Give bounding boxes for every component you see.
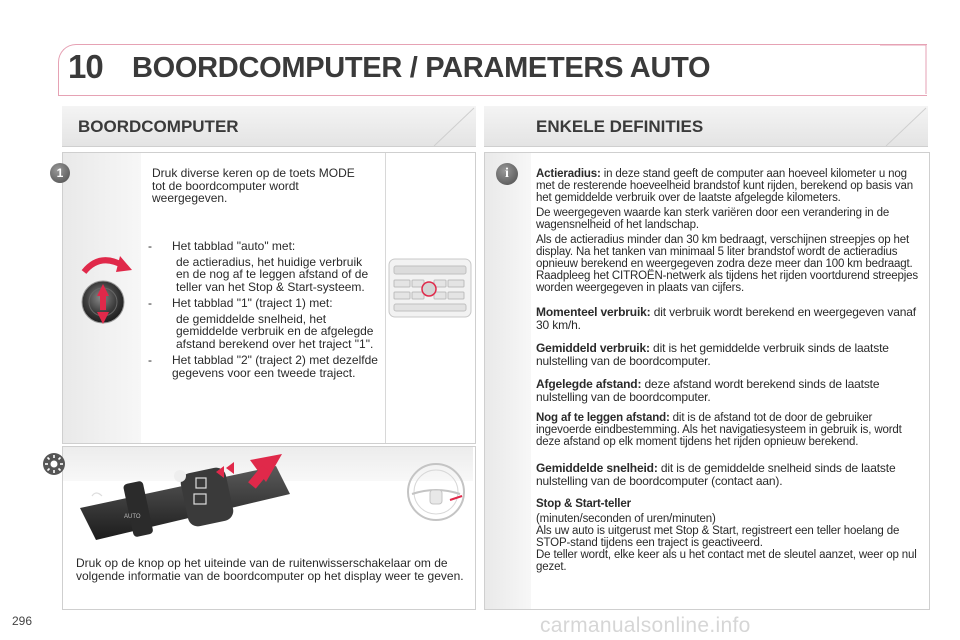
definition-note: De weergegeven waarde kan sterk variëren door een verandering in de wagensnelheid of het landschap. xyxy=(536,207,890,231)
definition-item xyxy=(536,342,926,368)
definition-note: Als uw auto is uitgerust met Stop & Start, registreert een teller hoelang de STOP-stand tijdens een traject is geactiveerd. xyxy=(536,525,900,549)
watermark: carmanualsonline.info xyxy=(540,614,751,637)
tab-2-label: Het tabblad "2" (traject 2) met dezelfde gegevens voor een tweede traject. xyxy=(172,353,378,380)
steering-wheel-illustration xyxy=(404,460,468,524)
definitions-list xyxy=(536,168,926,573)
step-badge: 1 xyxy=(50,163,70,183)
right-bar-diagonal xyxy=(884,106,930,148)
tab-1-detail: de gemiddelde snelheid, het gemiddelde verbruik en de afgelegde afstand berekend over het traject "1". xyxy=(176,311,374,351)
stalk-text: Druk op de knop op het uiteinde van de ruitenwisserschakelaar om de volgende informatie van de boordcomputer op het display weer te geven. xyxy=(76,556,464,583)
definition-term: Gemiddelde snelheid: xyxy=(536,461,658,475)
tab-auto-label: Het tabblad "auto" met: xyxy=(172,239,296,253)
list-item: - Het tabblad "1" (traject 1) met: de gemiddelde snelheid, het gemiddelde verbruik en de afgelegde afstand berekend over het traject "1". xyxy=(148,297,378,350)
definition-note: Raadpleeg het CITROËN-netwerk als tijdens het rijden voortdurend streepjes worden weergegeven in plaats van cijfers. xyxy=(536,270,919,294)
definition-item xyxy=(536,462,926,488)
definition-item xyxy=(536,378,926,404)
divider xyxy=(385,153,386,443)
definition-text: dit is het gemiddelde verbruik sinds de laatste nulstelling van de boordcomputer. xyxy=(536,341,889,368)
definitions-panel-side xyxy=(485,153,531,609)
definition-term: Actieradius: xyxy=(536,168,601,180)
left-bar-diagonal xyxy=(432,106,478,148)
definition-term: Gemiddeld verbruik: xyxy=(536,341,650,355)
info-icon: i xyxy=(496,163,518,185)
wiper-stalk-illustration xyxy=(76,448,316,544)
list-item: - Het tabblad "auto" met: de actieradius, het huidige verbruik en de nog af te leggen afstand of de teller van het Stop & Start-systeem. xyxy=(148,240,378,293)
definition-item xyxy=(536,498,926,573)
tab-1-label: Het tabblad "1" (traject 1) met: xyxy=(172,296,333,310)
definition-note: Als de actieradius minder dan 30 km bedraagt, verschijnen streepjes op het display. Na het tanken van minimaal 5 liter brandstof wordt de actieradius opnieuw berekend en weergegeven zodra deze meer dan 100 km bedraagt. xyxy=(536,234,913,270)
page-number: 296 xyxy=(12,614,33,628)
definition-text: dit is de gemiddelde snelheid sinds de laatste nulstelling van de boordcomputer (contact aan). xyxy=(536,461,896,488)
header-corner-line xyxy=(880,44,930,96)
definition-term: Nog af te leggen afstand: xyxy=(536,412,670,424)
definition-item xyxy=(536,306,926,332)
definition-text: in deze stand geeft de computer aan hoeveel kilometer u nog met de resterende hoeveelheid brandstof kunt rijden, berekend op basis van het gemiddelde verbruik over de laatste afgelegde kilometers. xyxy=(536,168,913,204)
tab-auto-detail: de actieradius, het huidige verbruik en de nog af te leggen afstand of de teller van het Stop & Start-systeem. xyxy=(176,254,369,294)
definition-term: Stop & Start-teller xyxy=(536,498,631,510)
right-section-title: ENKELE DEFINITIES xyxy=(536,117,704,136)
definition-text: deze afstand wordt berekend sinds de laatste nulstelling van de boordcomputer. xyxy=(536,377,880,404)
left-section-title: BOORDCOMPUTER xyxy=(78,117,239,136)
mode-intro-text: Druk diverse keren op de toets MODE tot de boordcomputer wordt weergegeven. xyxy=(152,166,355,205)
definition-text: dit is de afstand tot de door de gebruiker ingevoerde eindbestemming. Als het navigatiesysteem in gebruik is, wordt deze afstand op elk moment tijdens het rijden opnieuw berekend. xyxy=(536,412,902,448)
definition-text: dit verbruik wordt berekend en weergegeven vanaf 30 km/h. xyxy=(536,305,916,332)
definition-item xyxy=(536,168,926,204)
dashboard-panel-illustration xyxy=(388,258,472,318)
tab-list xyxy=(148,240,378,379)
definition-text: (minuten/seconden of uren/minuten) xyxy=(536,513,716,525)
page-title: BOORDCOMPUTER / PARAMETERS AUTO xyxy=(132,52,711,84)
list-item: - Het tabblad "2" (traject 2) met dezelfde gegevens voor een tweede traject. xyxy=(148,353,378,380)
definition-note: De teller wordt, elke keer als u het contact met de sleutel aanzet, weer op nul gezet. xyxy=(536,549,917,573)
definition-term: Afgelegde afstand: xyxy=(536,377,642,391)
stalk-auto-label: AUTO xyxy=(124,514,141,520)
chapter-number: 10 xyxy=(68,48,103,85)
definition-term: Momenteel verbruik: xyxy=(536,305,651,319)
mode-knob-illustration xyxy=(70,250,140,332)
lights-badge-icon xyxy=(42,452,66,476)
definition-item xyxy=(536,412,926,448)
